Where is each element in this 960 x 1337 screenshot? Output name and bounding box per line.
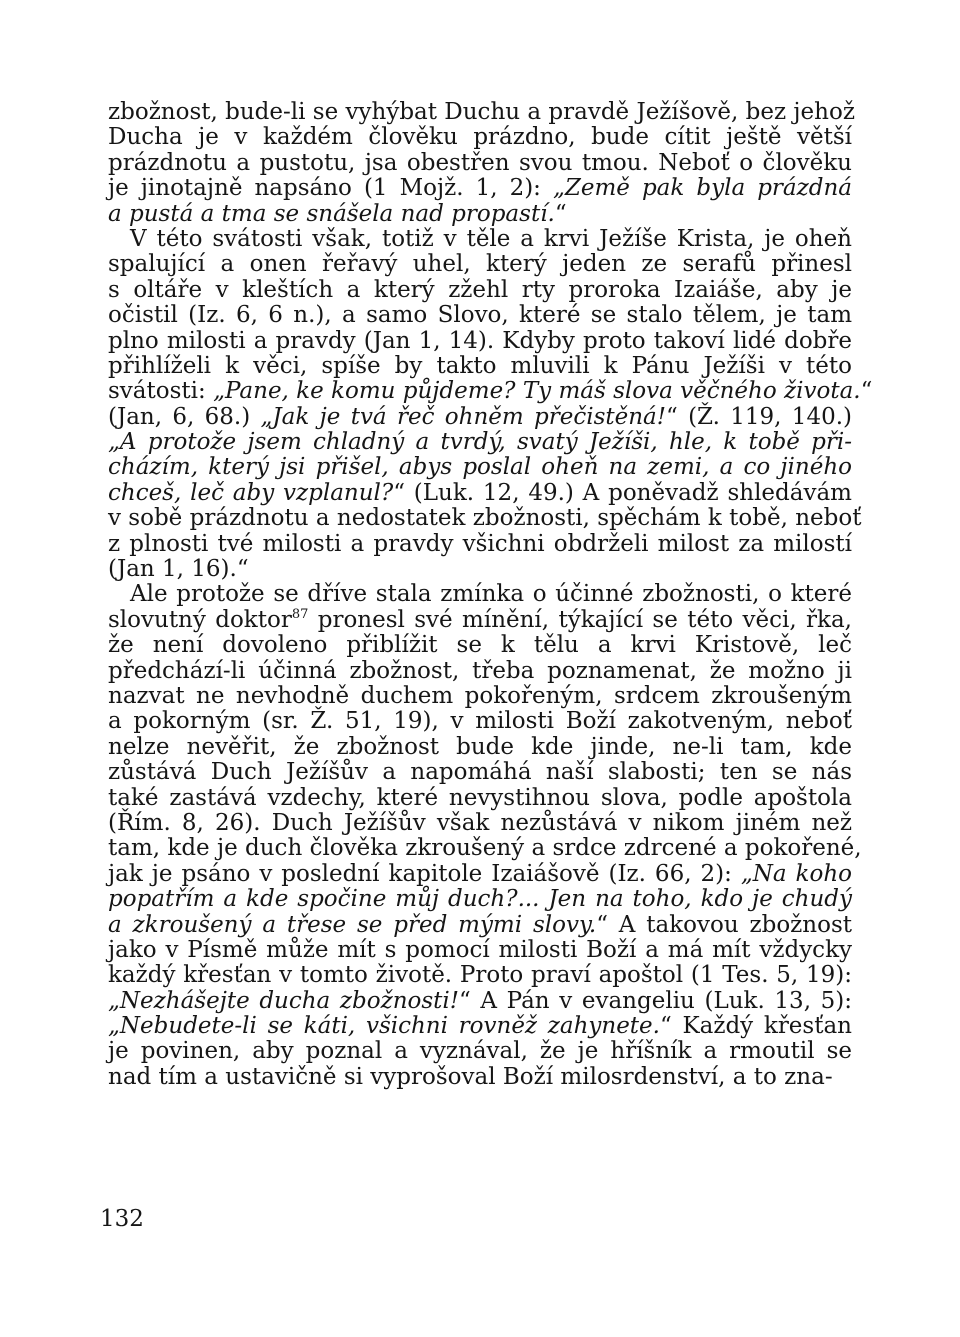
text: předchází-li účinná zbožnost, třeba poznamenat, že možno ji <box>108 657 852 684</box>
text-line <box>108 1039 852 1064</box>
italic-text: „Země pak byla prázdná <box>552 175 852 202</box>
text: z plnosti tvé milosti a pravdy všichni obdrželi milost za milostí <box>108 530 852 557</box>
text-line <box>108 99 855 125</box>
footnote-reference: 87 <box>291 606 309 622</box>
text: “ <box>554 200 567 227</box>
paragraph <box>108 99 855 227</box>
text: je jinotajně napsáno (1 Mojž. 1, 2): <box>108 175 553 202</box>
text: slovutný doktor <box>108 606 292 633</box>
text-line <box>108 455 852 480</box>
italic-text: popatřím a kde spočine můj duch?... Jen na toho, kdo je chudý <box>108 886 852 913</box>
text: také zastává vzdechy, které nevystihnou slova, podle apoštola <box>108 784 852 811</box>
italic-text: a pustá a tma se snášela nad propastí. <box>108 200 555 227</box>
text-line <box>108 430 852 455</box>
italic-text: „Nezhášejte ducha zbožnosti! <box>108 987 460 1014</box>
text: přihlíželi k věci, spíše by takto mluvili k Pánu Ježíši v této <box>108 352 852 379</box>
text-line <box>108 659 852 684</box>
text-line <box>108 608 852 633</box>
text-line <box>108 709 852 734</box>
text: každý křesťan v tomto životě. Proto praví apoštol (1 Tes. 5, 19): <box>108 962 852 989</box>
text: “ (Ž. 119, 140.) <box>666 403 852 430</box>
text: tam, kde je duch člověka zkroušený a srdce zdrcené a pokořené, <box>108 835 862 862</box>
text-line <box>108 913 852 938</box>
text: v sobě prázdnotu a nedostatek zbožnosti, spěchám k tobě, neboť <box>108 505 862 532</box>
text-line <box>108 760 852 785</box>
text-line <box>108 125 852 150</box>
text-line <box>108 532 852 557</box>
text: očistil (Iz. 6, 6 n.), a samo Slovo, které se stalo tělem, je tam <box>108 302 852 329</box>
page-number: 132 <box>100 1206 144 1232</box>
italic-text: cházím, který jsi přišel, abys poslal oheň na zemi, a co jiného <box>108 454 852 481</box>
paragraph <box>108 581 862 1090</box>
text: s oltáře v kleštích a který zžehl rty proroka Izaiáše, aby je <box>108 276 852 303</box>
text: “ <box>860 378 873 405</box>
text: plno milosti a pravdy (Jan 1, 14). Kdyby proto takoví lidé dobře <box>108 327 852 354</box>
text-line <box>108 354 852 379</box>
italic-text: chceš, leč aby vzplanul? <box>108 479 394 506</box>
text: jak je psáno v poslední kapitole Izaiášově (Iz. 66, 2): <box>108 860 741 887</box>
text-line <box>108 329 852 354</box>
italic-text: „Pane, ke komu půjdeme? Ty máš slova věčného života. <box>213 378 861 405</box>
text-line <box>108 303 852 328</box>
text: “ A Pán v evangeliu (Luk. 13, 5): <box>459 987 852 1014</box>
text: (Jan, 6, 68.) <box>108 403 261 430</box>
text: pronesl své mínění, týkající se této věci, řka, <box>308 606 852 633</box>
text-line <box>108 278 852 303</box>
text-line <box>108 151 852 176</box>
text: “ Každý křesťan <box>659 1013 852 1040</box>
text: prázdnotu a pustotu, jsa obestřen svou tmou. Neboť o člověku <box>108 149 852 176</box>
italic-text: „A protože jsem chladný a tvrdý, svatý Ježíši, hle, k tobě při- <box>108 429 852 456</box>
text: je povinen, aby poznal a vyznával, že je hříšník a rmoutil se <box>108 1038 852 1065</box>
text: a pokorným (sr. Ž. 51, 19), v milosti Boží zakotveným, neboť <box>108 708 852 735</box>
text: nelze nevěřit, že zbožnost bude kde jinde, ne-li tam, kde <box>108 733 852 760</box>
text-line <box>108 227 852 252</box>
italic-text: a zkroušený a třese se před mými slovy. <box>108 911 597 938</box>
text: svátosti: <box>108 378 214 405</box>
text: Ducha je v každém člověku prázdno, bude cítit ještě větší <box>108 124 852 151</box>
text-line <box>108 202 852 227</box>
text: nad tím a ustavičně si vyprošoval Boží milosrdenství, a to zna- <box>108 1063 833 1090</box>
text-line <box>108 176 852 201</box>
text-line <box>108 378 873 405</box>
text-line <box>108 963 852 988</box>
text-line <box>108 989 852 1014</box>
text-line <box>108 557 852 582</box>
italic-text: „Jak je tvá řeč ohněm přečistěná! <box>260 403 666 430</box>
text-line <box>108 786 852 811</box>
paragraph <box>108 225 873 583</box>
text: V této svátosti však, totiž v těle a krvi Ježíše Krista, je oheň <box>130 225 852 252</box>
text-line <box>108 1014 852 1039</box>
text-line <box>108 811 852 836</box>
text-line <box>108 633 852 658</box>
text-line <box>108 481 852 506</box>
text-line <box>108 684 852 709</box>
text-line <box>108 582 852 607</box>
text-line <box>108 735 852 760</box>
text: (Řím. 8, 26). Duch Ježíšův však nezůstává v nikom jiném než <box>108 809 852 836</box>
italic-text: „Na koho <box>740 860 852 887</box>
text: “ (Luk. 12, 49.) A poněvadž shledávám <box>393 479 852 506</box>
text-line <box>108 252 852 277</box>
text-line <box>108 1065 852 1090</box>
text: zbožnost, bude-li se vyhýbat Duchu a pravdě Ježíšově, bez jehož <box>108 99 855 125</box>
text: “ A takovou zbožnost <box>596 911 852 938</box>
italic-text: „Nebudete-li se káti, všichni rovněž zahynete. <box>108 1013 660 1040</box>
text: spalující a onen řeřavý uhel, který jeden ze serafů přinesl <box>108 251 852 278</box>
text: zůstává Duch Ježíšův a napomáhá naší slabosti; ten se nás <box>108 759 852 786</box>
text-line <box>108 887 852 912</box>
page-text <box>108 99 873 1090</box>
text-line <box>108 405 852 430</box>
text-line <box>108 505 862 532</box>
text: nazvat ne nevhodně duchem pokořeným, srdcem zkroušeným <box>108 682 852 709</box>
text: jako v Písmě může mít s pomocí milosti Boží a má mít vždycky <box>108 936 852 963</box>
text: Ale protože se dříve stala zmínka o účinné zbožnosti, o které <box>130 581 852 608</box>
text-line <box>108 938 852 963</box>
text-line <box>108 835 862 862</box>
text: že není dovoleno přiblížit se k tělu a krvi Kristově, leč <box>108 632 852 659</box>
text-line <box>108 862 852 887</box>
text: (Jan 1, 16).“ <box>108 556 249 583</box>
